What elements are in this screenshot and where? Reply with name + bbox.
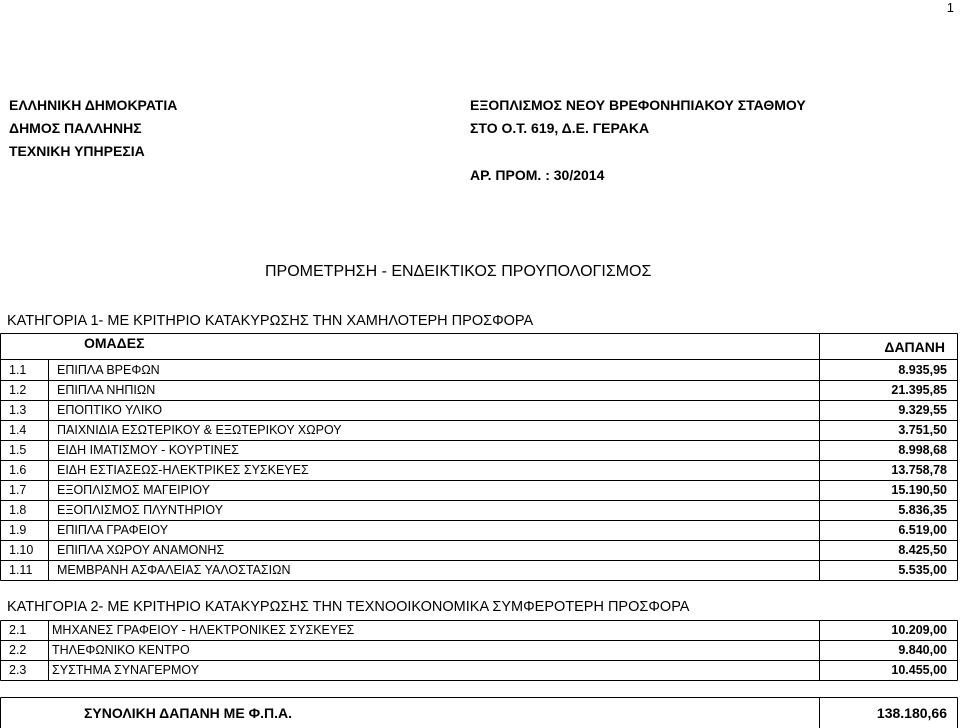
row-name: ΠΑΙΧΝΙΔΙΑ ΕΣΩΤΕΡΙΚΟΥ & ΕΞΩΤΕΡΙΚΟΥ ΧΩΡΟΥ bbox=[57, 423, 342, 437]
row-amount: 10.209,00 bbox=[891, 623, 947, 637]
row-amount: 9.840,00 bbox=[898, 643, 947, 657]
row-code: 1.9 bbox=[9, 523, 27, 537]
row-name: ΕΠΟΠΤΙΚΟ ΥΛΙΚΟ bbox=[57, 403, 163, 417]
table-row bbox=[0, 360, 960, 380]
row-code: 1.5 bbox=[9, 443, 27, 457]
row-name: ΕΠΙΠΛΑ ΧΩΡΟΥ ΑΝΑΜΟΝΗΣ bbox=[57, 543, 225, 557]
row-code: 1.7 bbox=[9, 483, 27, 497]
col-header-cost: ΔΑΠΑΝΗ bbox=[884, 339, 945, 355]
table-row bbox=[0, 640, 960, 660]
table-row bbox=[0, 620, 960, 640]
row-amount: 6.519,00 bbox=[898, 523, 947, 537]
header-municipality: ΔΗΜΟΣ ΠΑΛΛΗΝΗΣ bbox=[9, 120, 142, 136]
table-row bbox=[0, 660, 960, 680]
row-name: ΕΠΙΠΛΑ ΓΡΑΦΕΙΟΥ bbox=[57, 523, 169, 537]
table-row bbox=[0, 540, 960, 560]
table-row bbox=[0, 560, 960, 580]
row-code: 2.1 bbox=[9, 623, 27, 637]
row-amount: 5.836,35 bbox=[898, 503, 947, 517]
row-amount: 3.751,50 bbox=[898, 423, 947, 437]
row-name: ΕΞΟΠΛΙΣΜΟΣ ΜΑΓΕΙΡΙΟΥ bbox=[57, 483, 211, 497]
table-row bbox=[0, 380, 960, 400]
header-ref-number: ΑΡ. ΠΡΟΜ. : 30/2014 bbox=[470, 167, 605, 183]
row-amount: 8.935,95 bbox=[898, 363, 947, 377]
page-number: 1 bbox=[946, 0, 954, 15]
row-name: ΕΙΔΗ ΕΣΤΙΑΣΕΩΣ-ΗΛΕΚΤΡΙΚΕΣ ΣΥΣΚΕΥΕΣ bbox=[57, 463, 309, 477]
table-row bbox=[0, 500, 960, 520]
row-code: 1.6 bbox=[9, 463, 27, 477]
category1-title: ΚΑΤΗΓΟΡΙΑ 1- ΜΕ ΚΡΙΤΗΡΙΟ ΚΑΤΑΚΥΡΩΣΗΣ ΤΗΝ ΧΑΜΗΛΟΤΕΡΗ ΠΡΟΣΦΟΡΑ bbox=[7, 313, 534, 329]
row-amount: 5.535,00 bbox=[898, 563, 947, 577]
row-code: 1.2 bbox=[9, 383, 27, 397]
header-location: ΣΤΟ Ο.Τ. 619, Δ.Ε. ΓΕΡΑΚΑ bbox=[470, 120, 650, 136]
row-name: ΕΠΙΠΛΑ ΝΗΠΙΩΝ bbox=[57, 383, 156, 397]
row-name: ΕΞΟΠΛΙΣΜΟΣ ΠΛΥΝΤΗΡΙΟΥ bbox=[57, 503, 224, 517]
row-amount: 15.190,50 bbox=[891, 483, 947, 497]
header-country: ΕΛΛΗΝΙΚΗ ΔΗΜΟΚΡΑΤΙΑ bbox=[9, 97, 178, 113]
row-code: 1.10 bbox=[9, 543, 34, 557]
row-code: 1.1 bbox=[9, 363, 27, 377]
row-code: 1.4 bbox=[9, 423, 27, 437]
row-code: 1.3 bbox=[9, 403, 27, 417]
row-code: 1.8 bbox=[9, 503, 27, 517]
page-title: ΠΡΟΜΕΤΡΗΣΗ - ΕΝΔΕΙΚΤΙΚΟΣ ΠΡΟΥΠΟΛΟΓΙΣΜΟΣ bbox=[265, 263, 652, 280]
row-name: ΕΙΔΗ ΙΜΑΤΙΣΜΟΥ - ΚΟΥΡΤΙΝΕΣ bbox=[57, 443, 239, 457]
table-row bbox=[0, 520, 960, 540]
row-name: ΤΗΛΕΦΩΝΙΚΟ ΚΕΝΤΡΟ bbox=[52, 643, 190, 657]
table-row bbox=[0, 420, 960, 440]
row-name: ΕΠΙΠΛΑ ΒΡΕΦΩΝ bbox=[57, 363, 160, 377]
row-amount: 21.395,85 bbox=[891, 383, 947, 397]
col-header-groups: ΟΜΑΔΕΣ bbox=[84, 335, 145, 351]
header-project: ΕΞΟΠΛΙΣΜΟΣ ΝΕΟΥ ΒΡΕΦΟΝΗΠΙΑΚΟΥ ΣΤΑΘΜΟΥ bbox=[470, 97, 806, 113]
row-amount: 9.329,55 bbox=[898, 403, 947, 417]
row-code: 1.11 bbox=[9, 563, 33, 577]
row-amount: 8.425,50 bbox=[898, 543, 947, 557]
table-row bbox=[0, 480, 960, 500]
row-name: ΜΗΧΑΝΕΣ ΓΡΑΦΕΙΟΥ - ΗΛΕΚΤΡΟΝΙΚΕΣ ΣΥΣΚΕΥΕΣ bbox=[52, 623, 355, 637]
total-amount: 138.180,66 bbox=[876, 705, 947, 721]
table-row bbox=[0, 440, 960, 460]
row-amount: 10.455,00 bbox=[891, 663, 947, 677]
row-code: 2.3 bbox=[9, 663, 27, 677]
row-name: ΜΕΜΒΡΑΝΗ ΑΣΦΑΛΕΙΑΣ ΥΑΛΟΣΤΑΣΙΩΝ bbox=[57, 563, 291, 577]
category2-title: ΚΑΤΗΓΟΡΙΑ 2- ΜΕ ΚΡΙΤΗΡΙΟ ΚΑΤΑΚΥΡΩΣΗΣ ΤΗΝ ΤΕΧΝΟΟΙΚΟΝΟΜΙΚΑ ΣΥΜΦΕΡΟΤΕΡΗ ΠΡΟΣΦΟΡΑ bbox=[7, 599, 690, 615]
table-row bbox=[0, 400, 960, 420]
row-amount: 8.998,68 bbox=[898, 443, 947, 457]
row-amount: 13.758,78 bbox=[891, 463, 947, 477]
row-name: ΣΥΣΤΗΜΑ ΣΥΝΑΓΕΡΜΟΥ bbox=[52, 663, 200, 677]
total-label: ΣΥΝΟΛΙΚΗ ΔΑΠΑΝΗ ΜΕ Φ.Π.Α. bbox=[84, 705, 292, 721]
table-row bbox=[0, 460, 960, 480]
header-department: ΤΕΧΝΙΚΗ ΥΠΗΡΕΣΙΑ bbox=[9, 143, 145, 159]
row-code: 2.2 bbox=[9, 643, 27, 657]
